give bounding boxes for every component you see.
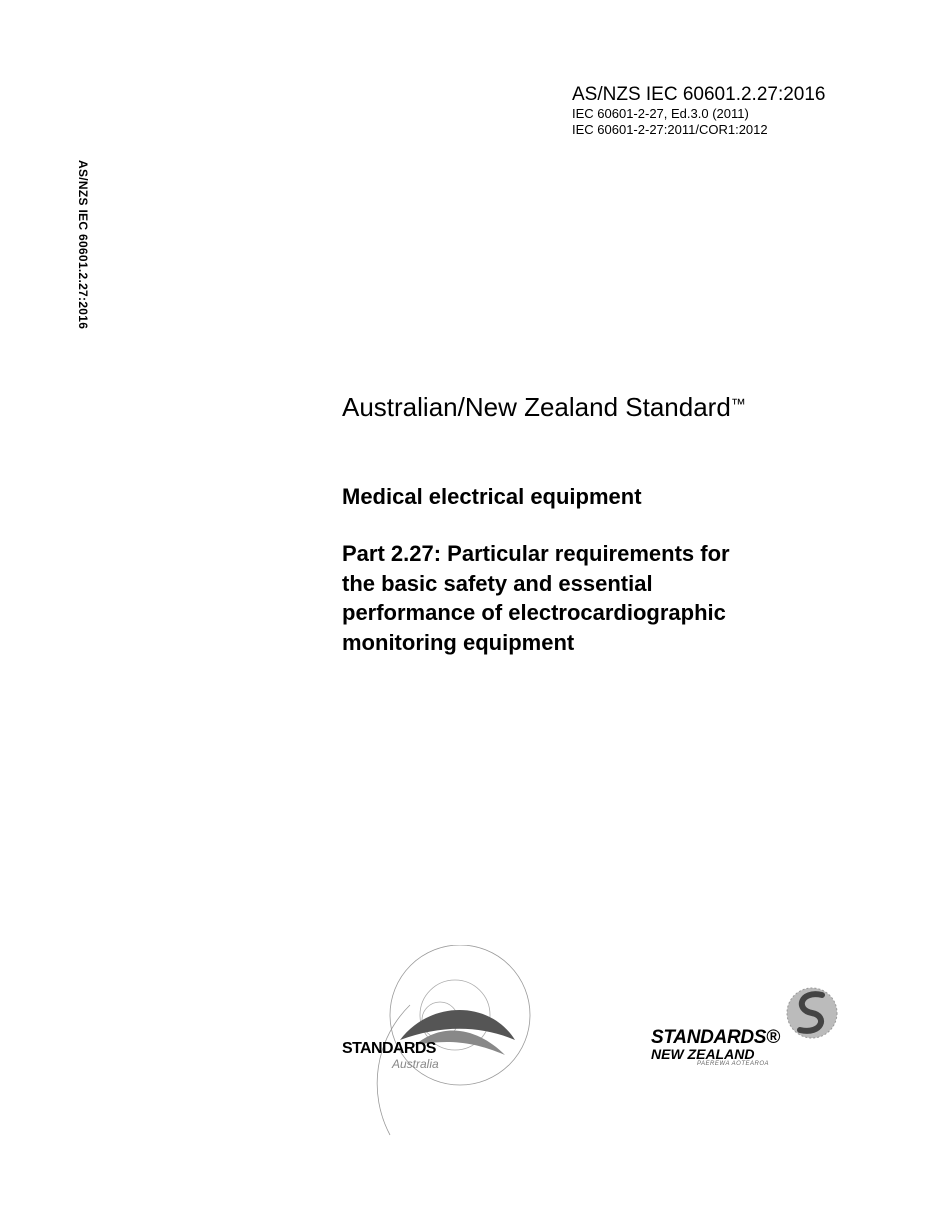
part-title (342, 539, 822, 657)
standards-nz-maori: PAEREWA AOTEAROA (697, 1061, 770, 1067)
reference-block (572, 84, 826, 138)
standards-nz-wordmark: STANDARDS® (651, 1027, 780, 1048)
series-label: Australian/New Zealand Standard (342, 392, 731, 422)
part-title-line: Part 2.27: Particular requirements for (342, 541, 730, 566)
document-title: Medical electrical equipment (342, 484, 642, 509)
standards-australia-wordmark: STANDARDS (342, 1040, 436, 1057)
part-title-line: the basic safety and essential (342, 570, 653, 596)
standard-designation: AS/NZS IEC 60601.2.27:2016 (572, 84, 826, 105)
standards-nz-country: NEW ZEALAND (651, 1046, 755, 1062)
spine-label: AS/NZS IEC 60601.2.27:2016 (76, 160, 90, 330)
trademark-mark: ™ (730, 396, 746, 413)
iec-edition: IEC 60601-2-27, Ed.3.0 (2011) (572, 106, 749, 121)
series-title (342, 390, 746, 424)
part-title-line: performance of electrocardiographic (342, 600, 726, 625)
part-title-line: monitoring equipment (342, 629, 575, 655)
standards-australia-subtitle: Australia (392, 1057, 439, 1071)
iec-corrigendum: IEC 60601-2-27:2011/COR1:2012 (572, 122, 768, 137)
